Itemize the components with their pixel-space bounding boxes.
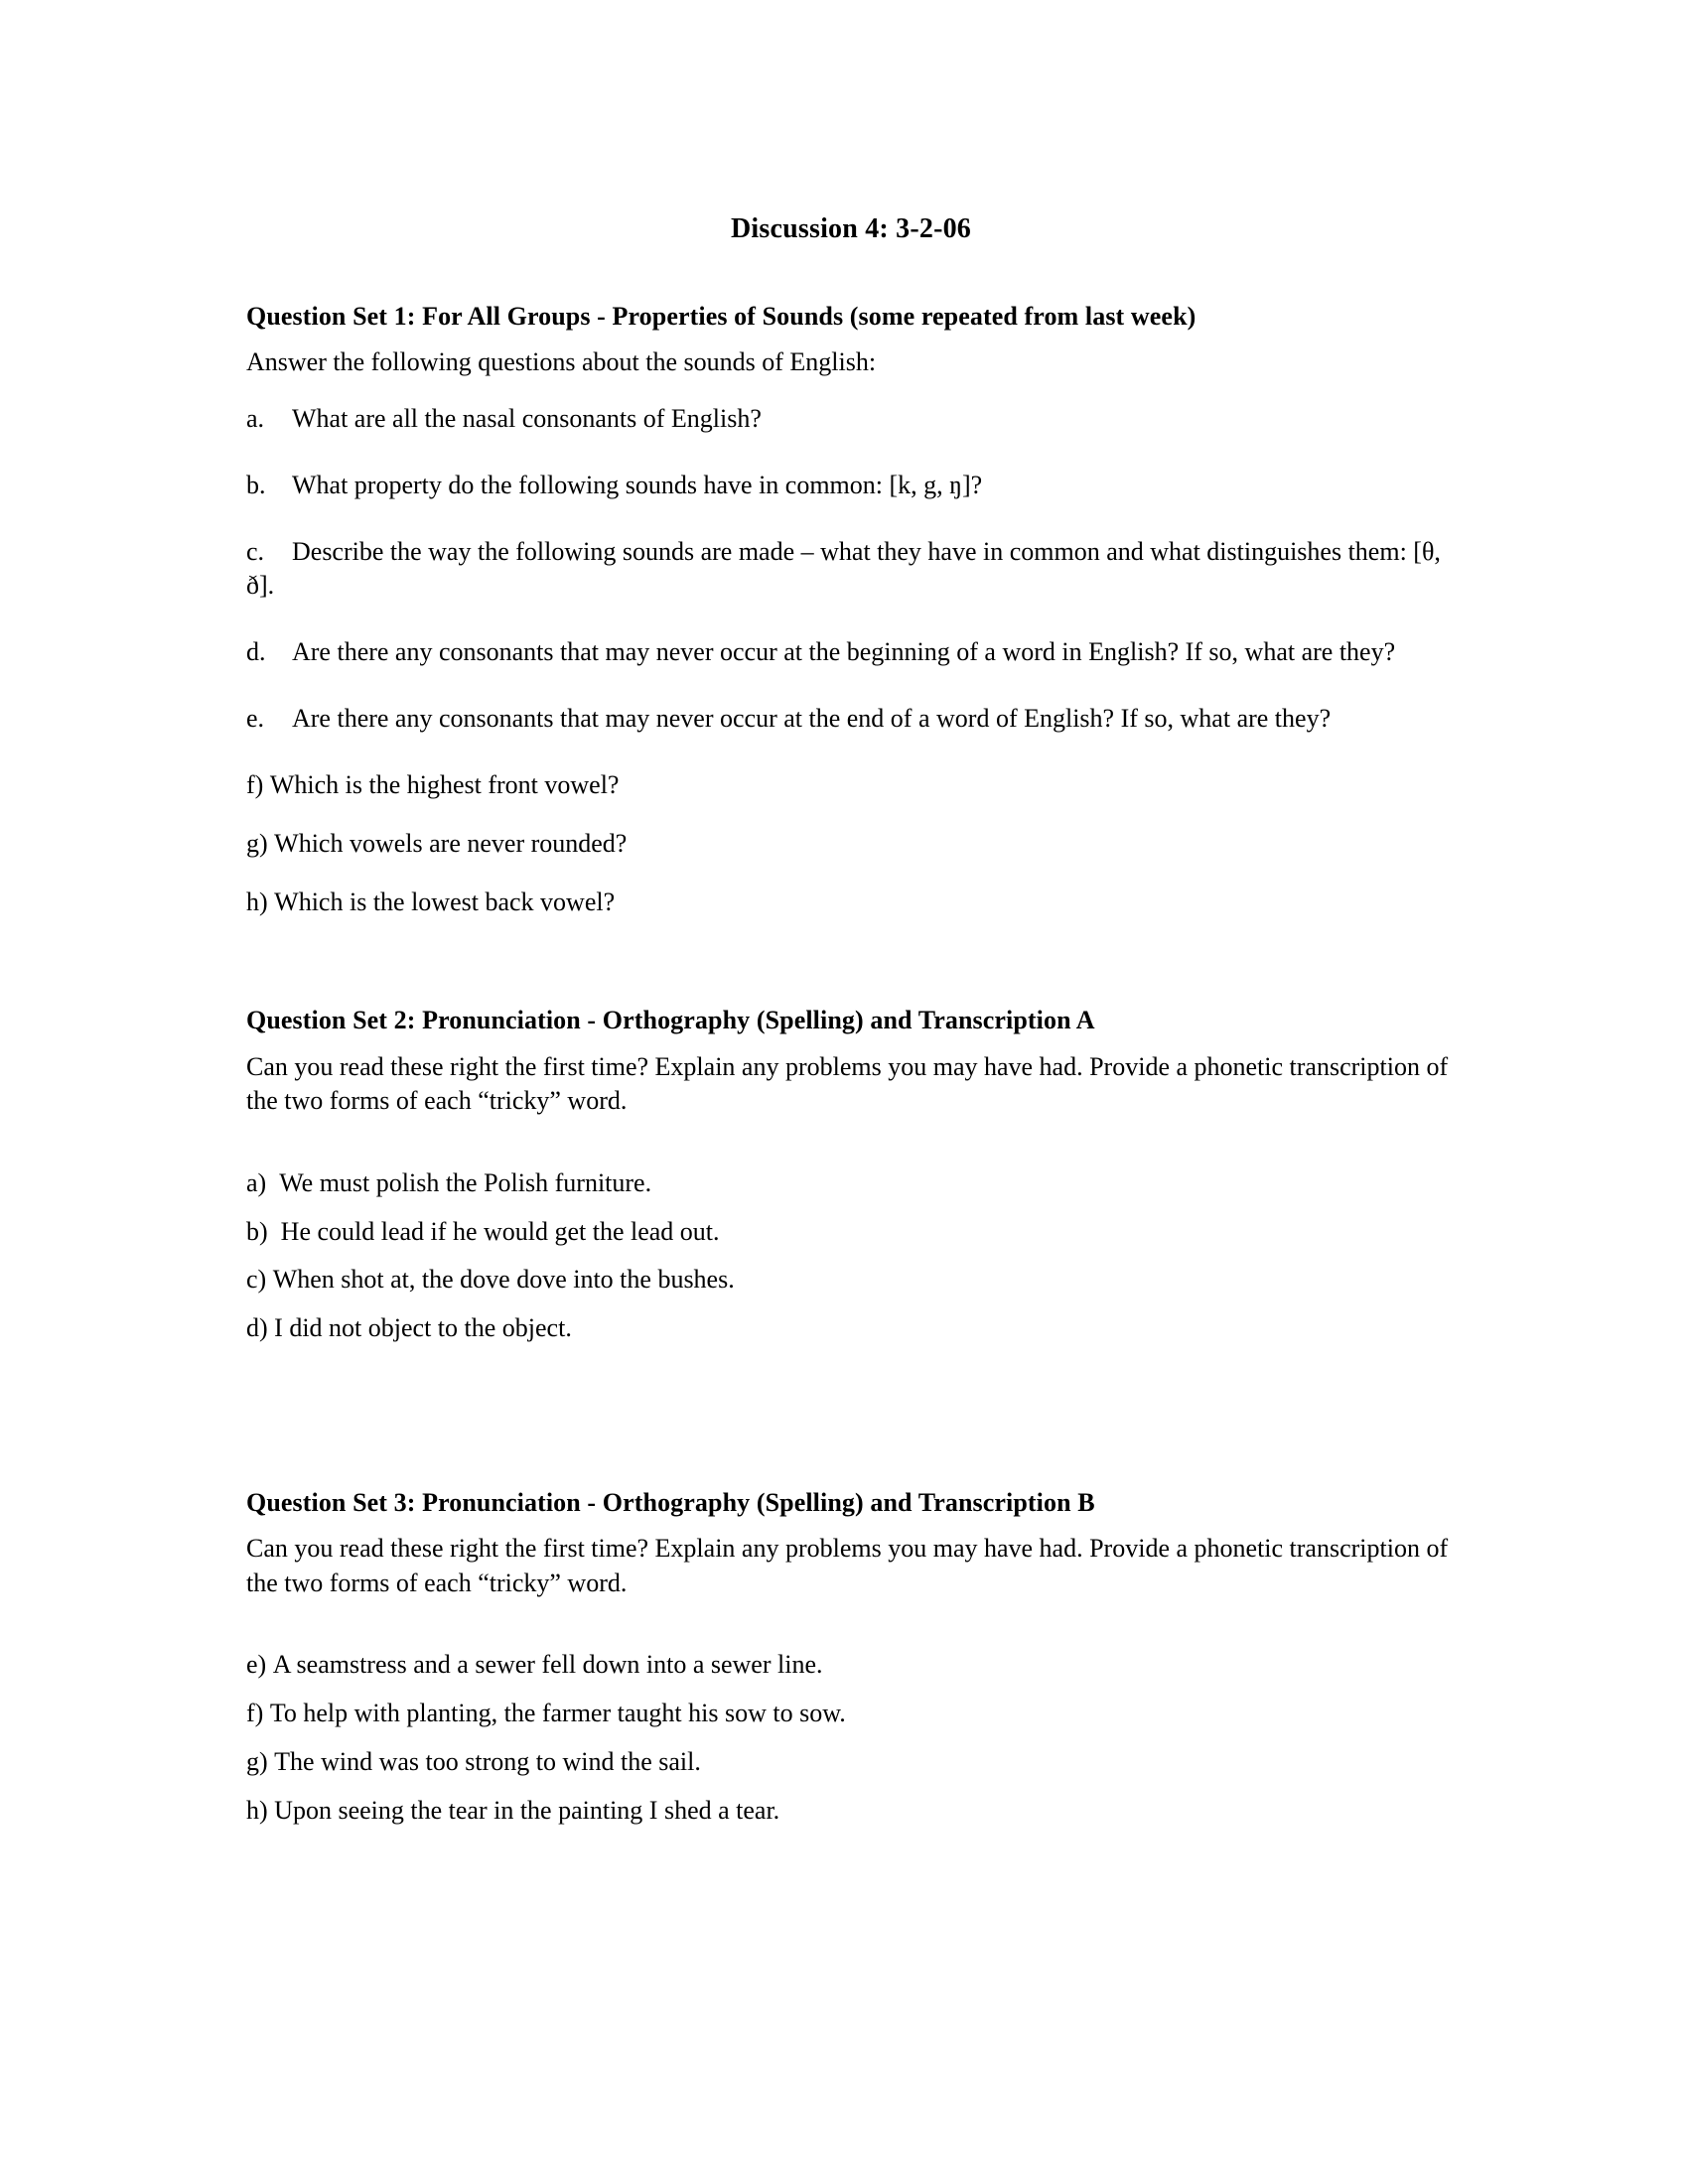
question-item: [246, 1215, 1456, 1250]
question-set-1-lead: Answer the following questions about the sounds of English:: [246, 347, 877, 377]
question-item: [246, 1745, 1456, 1780]
question-set-2-lead: Can you read these right the first time? Explain any problems you may have had. Provide a phonetic transcription of the two forms of each “tricky” word.: [246, 1051, 1449, 1116]
question-item-marker: a): [246, 1167, 267, 1197]
question-item-marker: g): [246, 828, 268, 858]
question-item: [246, 1697, 1456, 1731]
question-item: [246, 1263, 1456, 1297]
question-item-text: Upon seeing the tear in the painting I shed a tear.: [274, 1795, 780, 1825]
question-item-text: Which vowels are never rounded?: [274, 828, 628, 858]
question-item: [246, 1311, 1456, 1346]
question-item-text: Are there any consonants that may never occur at the beginning of a word in English? If so, what are they?: [292, 637, 1396, 667]
question-item-marker: b.: [246, 470, 266, 499]
question-item: [246, 469, 1456, 503]
question-set-1: [246, 301, 1456, 919]
document-body: [246, 213, 1456, 1843]
question-item-text: What are all the nasal consonants of English?: [292, 403, 762, 433]
question-item-marker: c): [246, 1265, 267, 1295]
question-item-text: Are there any consonants that may never occur at the end of a word of English? If so, what are they?: [292, 704, 1332, 734]
question-item: [246, 827, 1456, 862]
question-item-marker: h): [246, 1795, 268, 1825]
question-set-3-heading: Question Set 3: Pronunciation - Orthography (Spelling) and Transcription B: [246, 1488, 1095, 1518]
question-item-marker: e): [246, 1650, 267, 1680]
question-item-text: We must polish the Polish furniture.: [279, 1167, 652, 1197]
question-item: [246, 886, 1456, 920]
question-item-text: What property do the following sounds have in common: [k, g, ŋ]?: [292, 470, 983, 499]
question-item-marker: g): [246, 1747, 268, 1777]
question-item-text: The wind was too strong to wind the sail.: [274, 1747, 701, 1777]
question-item-text: He could lead if he would get the lead out.: [280, 1216, 720, 1246]
question-item-marker: d.: [246, 637, 266, 667]
section-spacer: [246, 1360, 1456, 1487]
question-item: [246, 768, 1456, 803]
question-item: [246, 402, 1456, 437]
list-spacer: [246, 1622, 1456, 1648]
question-set-1-heading: Question Set 1: For All Groups - Properties of Sounds (some repeated from last week): [246, 302, 1196, 332]
question-item-text: Which is the lowest back vowel?: [274, 887, 616, 916]
question-item-marker: h): [246, 887, 268, 916]
question-set-3: [246, 1487, 1456, 1829]
question-item-marker: a.: [246, 403, 265, 433]
question-item: [246, 1794, 1456, 1829]
question-set-2: [246, 1005, 1456, 1346]
question-item-text: I did not object to the object.: [274, 1313, 572, 1343]
question-item-text: A seamstress and a sewer fell down into a sewer line.: [272, 1650, 823, 1680]
question-item: [246, 535, 1456, 605]
question-item-text: Describe the way the following sounds are made – what they have in common and what distinguishes them: [θ, ð].: [246, 536, 1441, 601]
section-spacer: [246, 943, 1456, 1005]
question-item-marker: d): [246, 1313, 268, 1343]
question-set-3-lead: Can you read these right the first time? Explain any problems you may have had. Provide a phonetic transcription of the two forms of each “tricky” word.: [246, 1534, 1449, 1597]
question-item-marker: e.: [246, 704, 265, 734]
question-item: [246, 1166, 1456, 1201]
question-item: [246, 635, 1456, 670]
question-item-text: To help with planting, the farmer taught his sow to sow.: [269, 1699, 846, 1728]
question-item-marker: f): [246, 1699, 264, 1728]
question-item-marker: c.: [246, 536, 265, 566]
page-title: Discussion 4: 3-2-06: [730, 213, 971, 244]
question-item: [246, 702, 1456, 737]
question-set-2-heading: Question Set 2: Pronunciation - Orthography (Spelling) and Transcription A: [246, 1006, 1095, 1035]
question-item-marker: b): [246, 1216, 268, 1246]
question-item-text: When shot at, the dove dove into the bushes.: [272, 1265, 735, 1295]
list-spacer: [246, 1141, 1456, 1166]
question-item-marker: f): [246, 769, 264, 799]
question-item: [246, 1648, 1456, 1683]
question-item-text: Which is the highest front vowel?: [269, 769, 620, 799]
